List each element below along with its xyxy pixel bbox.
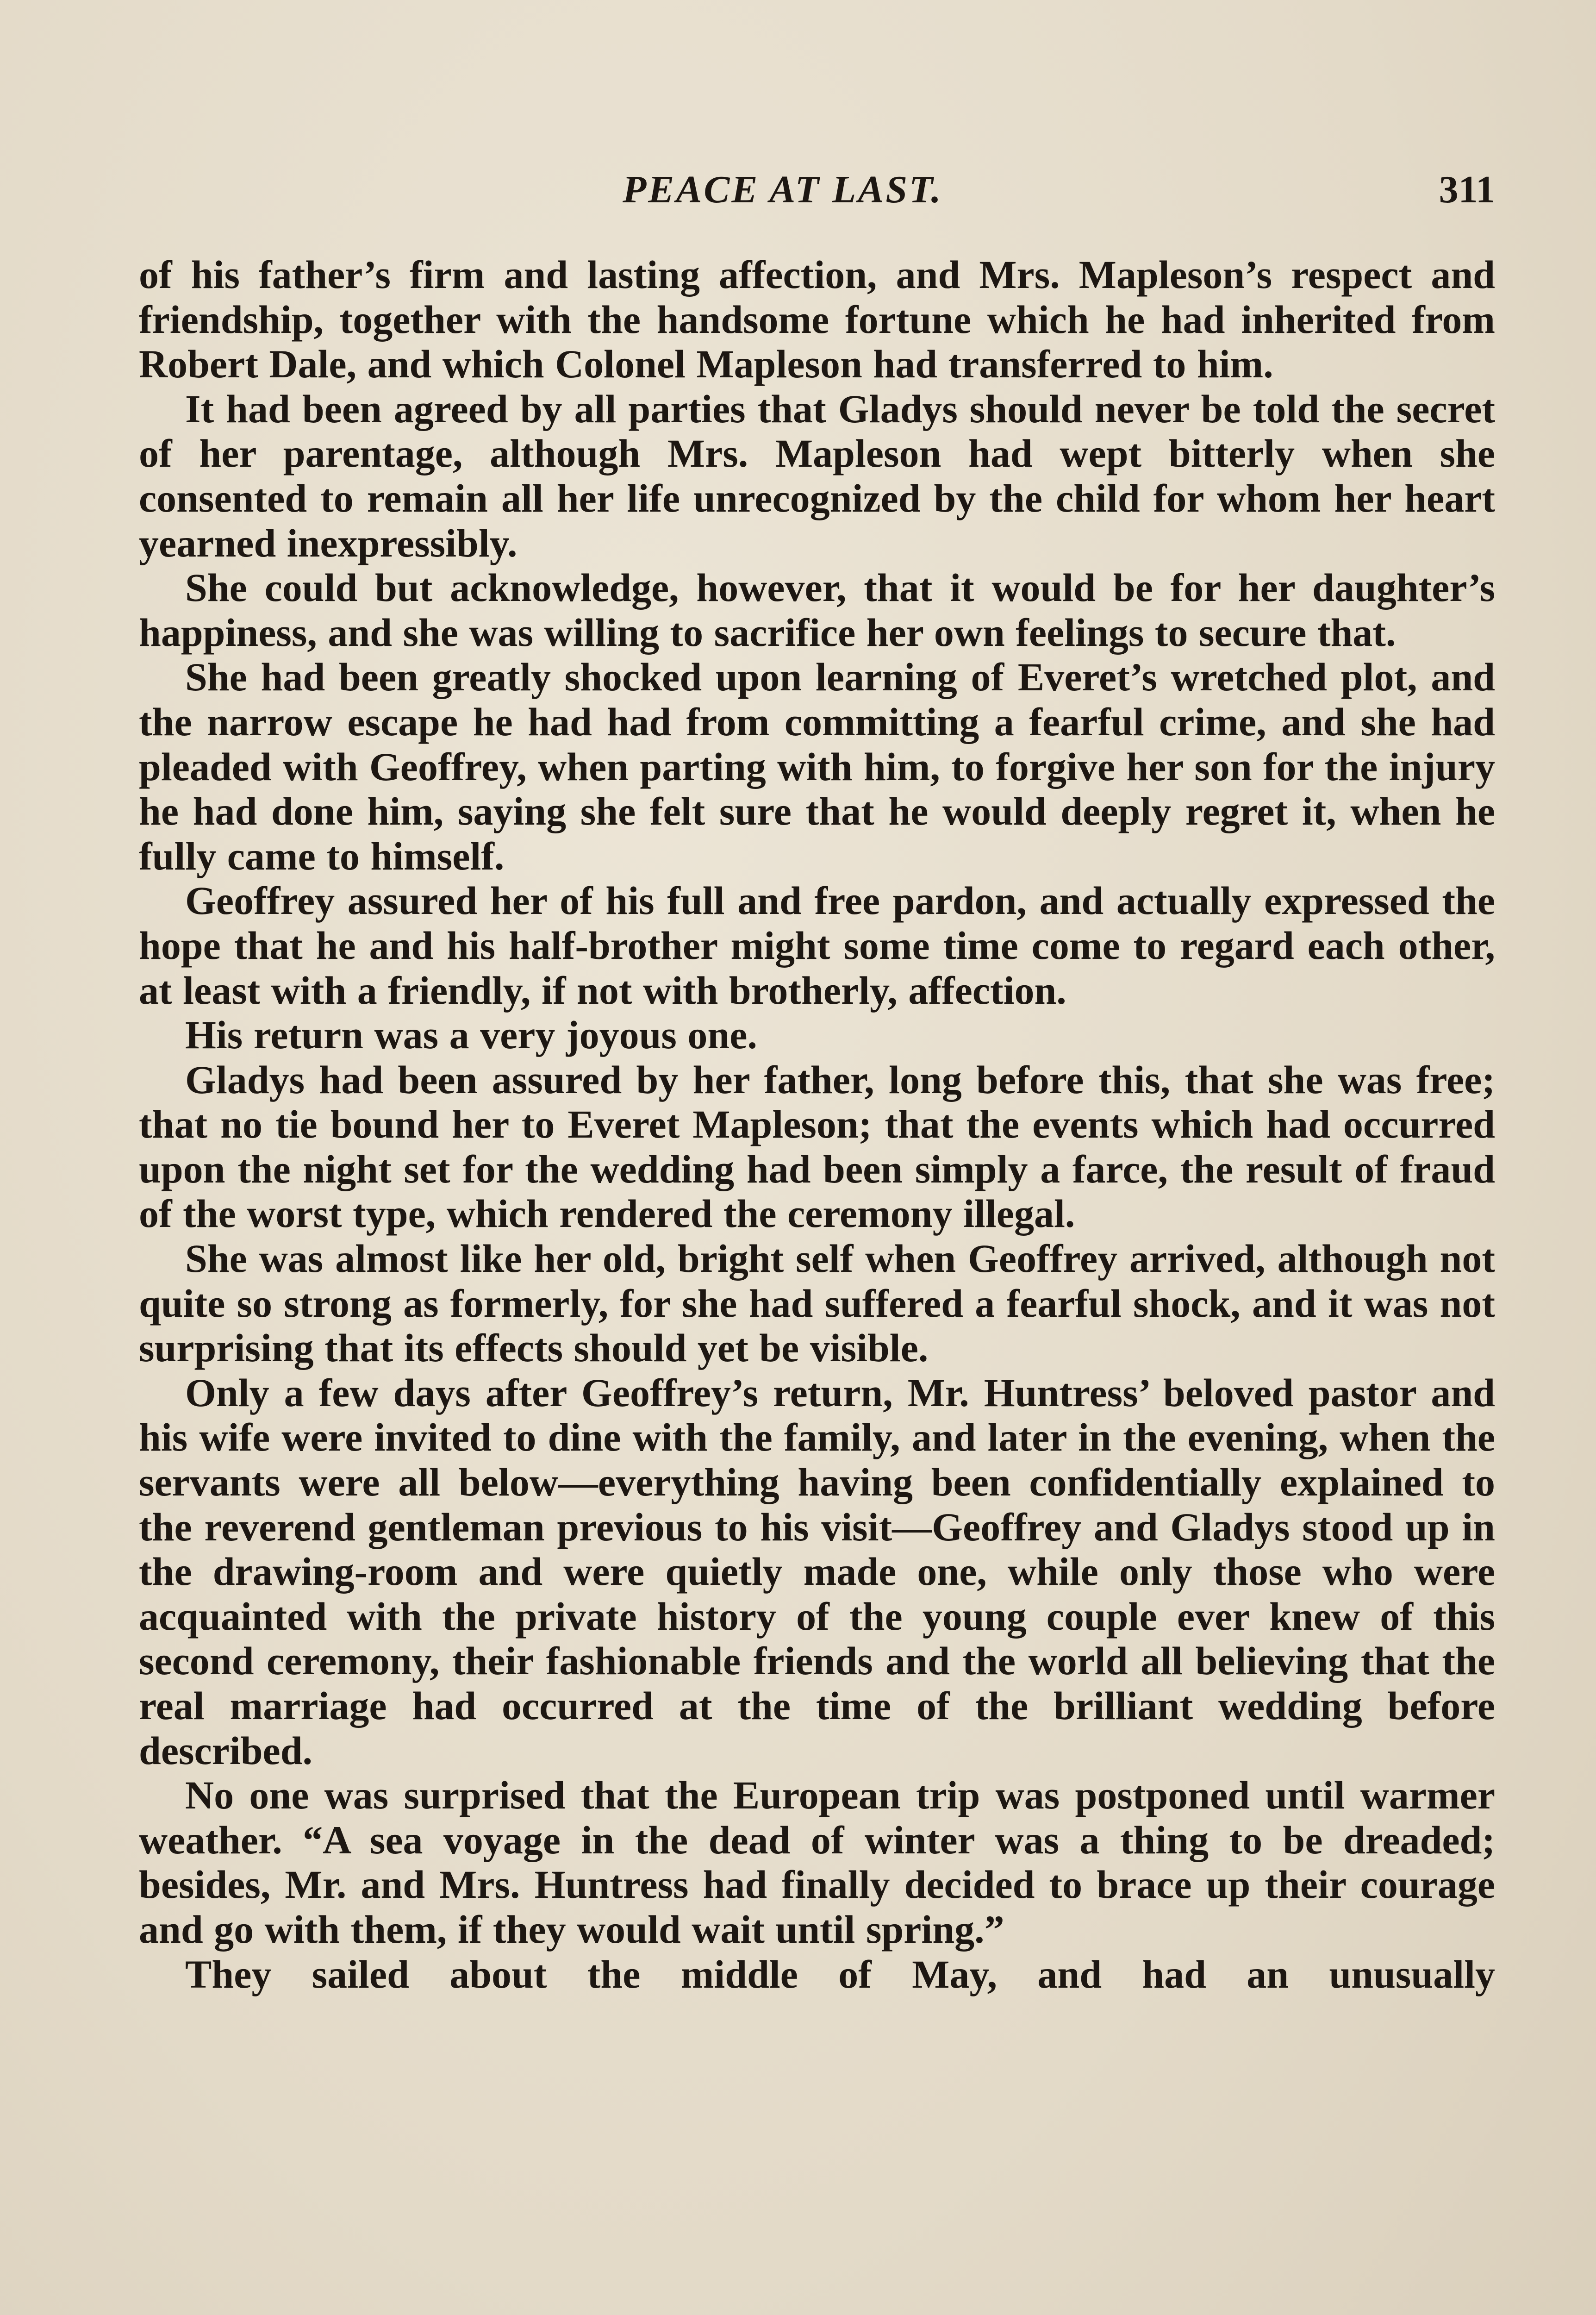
paragraph: Geoffrey assured her of his full and free pardon, and actually expressed the hope that he and his half-brother might some time come to regard each other, at least with a friendly, if not with brotherly, affection.	[139, 878, 1495, 1013]
paragraph: They sailed about the middle of May, and had an unusually	[185, 1952, 1495, 1996]
paragraph: She was almost like her old, bright self when Geoffrey arrived, although not quite so strong as formerly, for she had suffered a fearful shock, and it was not surprising that its effects should yet be visible.	[139, 1236, 1495, 1370]
page-number: 311	[1439, 168, 1495, 211]
paragraph: Gladys had been assured by her father, long before this, that she was free; that no tie bound her to Everet Mapleson; that the events which had occurred upon the night set for the wedding had been simply a farce, the result of fraud of the worst type, which rendered the ceremony illegal.	[139, 1057, 1495, 1236]
paragraph: Only a few days after Geoffrey’s return, Mr. Huntress’ beloved pastor and his wife were invited to dine with the family, and later in the evening, when the servants were all below—everything having been confidentially explained to the reverend gentleman previous to his visit—Geoffrey and Gladys stood up in the drawing-room and were quietly made one, while only those who were acquainted with the private history of the young couple ever knew of this second ceremony, their fashionable friends and the world all believing that the real marriage had occurred at the time of the brilliant wedding before described.	[139, 1370, 1495, 1773]
running-title: PEACE AT LAST.	[623, 168, 943, 211]
paragraph: She had been greatly shocked upon learning of Everet’s wretched plot, and the narrow escape he had had from committing a fearful crime, and she had pleaded with Geoffrey, when parting with him, to forgive her son for the injury he had done him, saying she felt sure that he would deeply regret it, when he fully came to himself.	[139, 655, 1495, 878]
paragraph: His return was a very joyous one.	[185, 1013, 757, 1057]
paragraph: of his father’s firm and lasting affection, and Mrs. Mapleson’s respect and friendship, together with the handsome fortune which he had inherited from Robert Dale, and which Colonel Mapleson had transferred to him.	[139, 252, 1495, 387]
paragraph: It had been agreed by all parties that Gladys should never be told the secret of her parentage, although Mrs. Mapleson had wept bitterly when she consented to remain all her life unrecognized by the child for whom her heart yearned inexpressibly.	[139, 386, 1495, 565]
paragraph: No one was surprised that the European trip was postponed until warmer weather. “A sea voyage in the dead of winter was a thing to be dreaded; besides, Mr. and Mrs. Huntress had finally decided to brace up their courage and go with them, if they would wait until spring.”	[139, 1773, 1495, 1952]
paragraph: She could but acknowledge, however, that it would be for her daughter’s happiness, and she was willing to sacrifice her own feelings to secure that.	[139, 565, 1495, 655]
running-head	[139, 162, 1495, 218]
body-text	[139, 252, 1495, 1996]
